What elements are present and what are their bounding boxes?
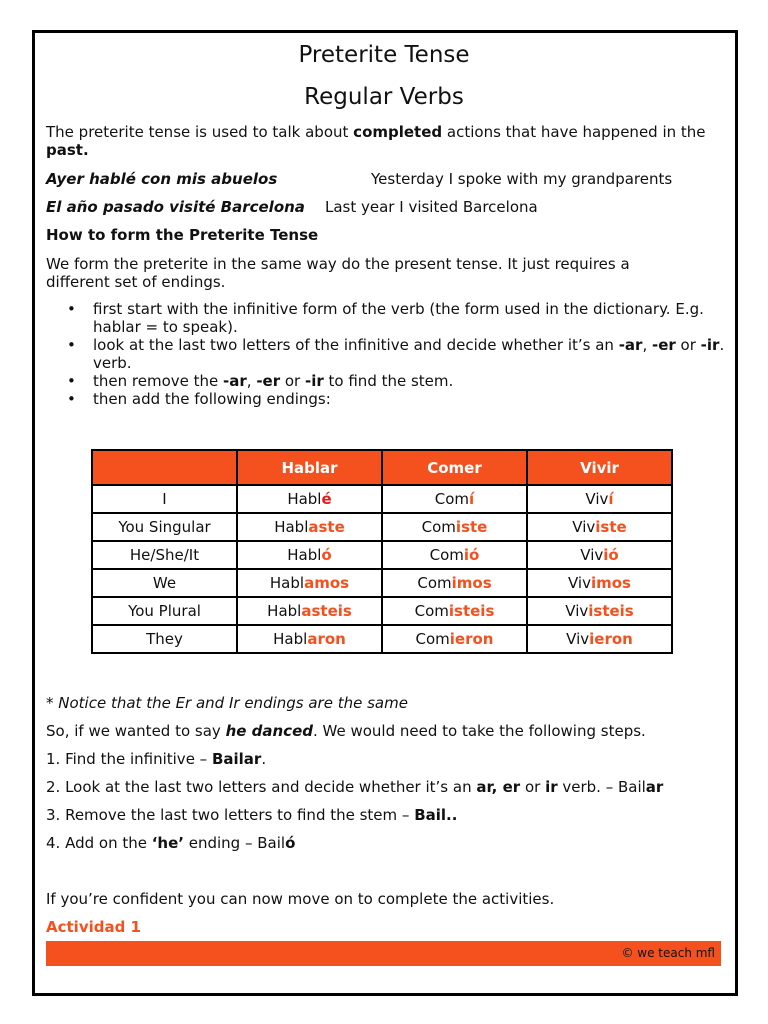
verb-cell: Habló [237,541,382,569]
step-2: 2. Look at the last two letters and decide whether it’s an ar, er or ir verb. – Bailar [46,778,664,796]
intro-paragraph: The preterite tense is used to talk about completed actions that have happened in the past. [46,123,706,159]
verb-cell: Comieron [382,625,527,653]
verb-cell: Vivieron [527,625,672,653]
verb-cell: Vivisteis [527,597,672,625]
verb-cell: Hablaron [237,625,382,653]
person-cell: We [92,569,237,597]
verb-cell: Hablé [237,485,382,513]
example-english-2: Last year I visited Barcelona [325,198,538,216]
example-spanish-2: El año pasado visité Barcelona [46,198,305,216]
table-row [92,625,672,653]
footer-copyright: © we teach mfl [621,946,715,960]
table-header-cell: Hablar [237,450,382,485]
person-cell: You Singular [92,513,237,541]
so-line: So, if we wanted to say he danced. We would need to take the following steps. [46,722,646,740]
table-header-cell: Comer [382,450,527,485]
verb-cell: Viví [527,485,672,513]
list-item: • then add the following endings: [46,390,726,408]
example-english-1: Yesterday I spoke with my grandparents [371,170,673,188]
table-header-row [92,450,672,485]
page-title: Preterite Tense [298,42,470,68]
verb-endings-table [91,449,673,654]
notice-text: * Notice that the Er and Ir endings are the same [46,694,408,712]
step-1: 1. Find the infinitive – Bailar. [46,750,267,768]
list-item: • look at the last two letters of the infinitive and decide whether it’s an -ar, -er or -ir. verb. [46,336,726,372]
person-cell: You Plural [92,597,237,625]
table-row [92,485,672,513]
verb-cell: Hablaste [237,513,382,541]
step-3: 3. Remove the last two letters to find the stem – Bail.. [46,806,458,824]
list-item: • first start with the infinitive form of the verb (the form used in the dictionary. E.g. hablar = to speak). [46,300,726,336]
verb-cell: Comimos [382,569,527,597]
verb-cell: Vivimos [527,569,672,597]
step-4: 4. Add on the ‘he’ ending – Bailó [46,834,296,852]
verb-cell: Viviste [527,513,672,541]
verb-cell: Vivió [527,541,672,569]
verb-cell: Comí [382,485,527,513]
table-row [92,541,672,569]
verb-cell: Hablamos [237,569,382,597]
how-text: We form the preterite in the same way do the present tense. It just requires a different set of endings. [46,255,630,291]
verb-cell: Comisteis [382,597,527,625]
page-subtitle: Regular Verbs [304,84,464,110]
person-cell: I [92,485,237,513]
verb-cell: Comiste [382,513,527,541]
table-row [92,513,672,541]
verb-cell: Comió [382,541,527,569]
how-heading: How to form the Preterite Tense [46,226,319,244]
verb-cell: Hablasteis [237,597,382,625]
footer-bar [46,941,721,966]
table-row [92,597,672,625]
activity-heading: Actividad 1 [46,918,141,936]
person-cell: They [92,625,237,653]
table-header-cell [92,450,237,485]
list-item: • then remove the -ar, -er or -ir to find the stem. [46,372,726,390]
table-row [92,569,672,597]
person-cell: He/She/It [92,541,237,569]
example-spanish-1: Ayer hablé con mis abuelos [46,170,278,188]
instruction-list [46,300,726,408]
table-header-cell: Vivir [527,450,672,485]
confident-text: If you’re confident you can now move on to complete the activities. [46,890,555,908]
